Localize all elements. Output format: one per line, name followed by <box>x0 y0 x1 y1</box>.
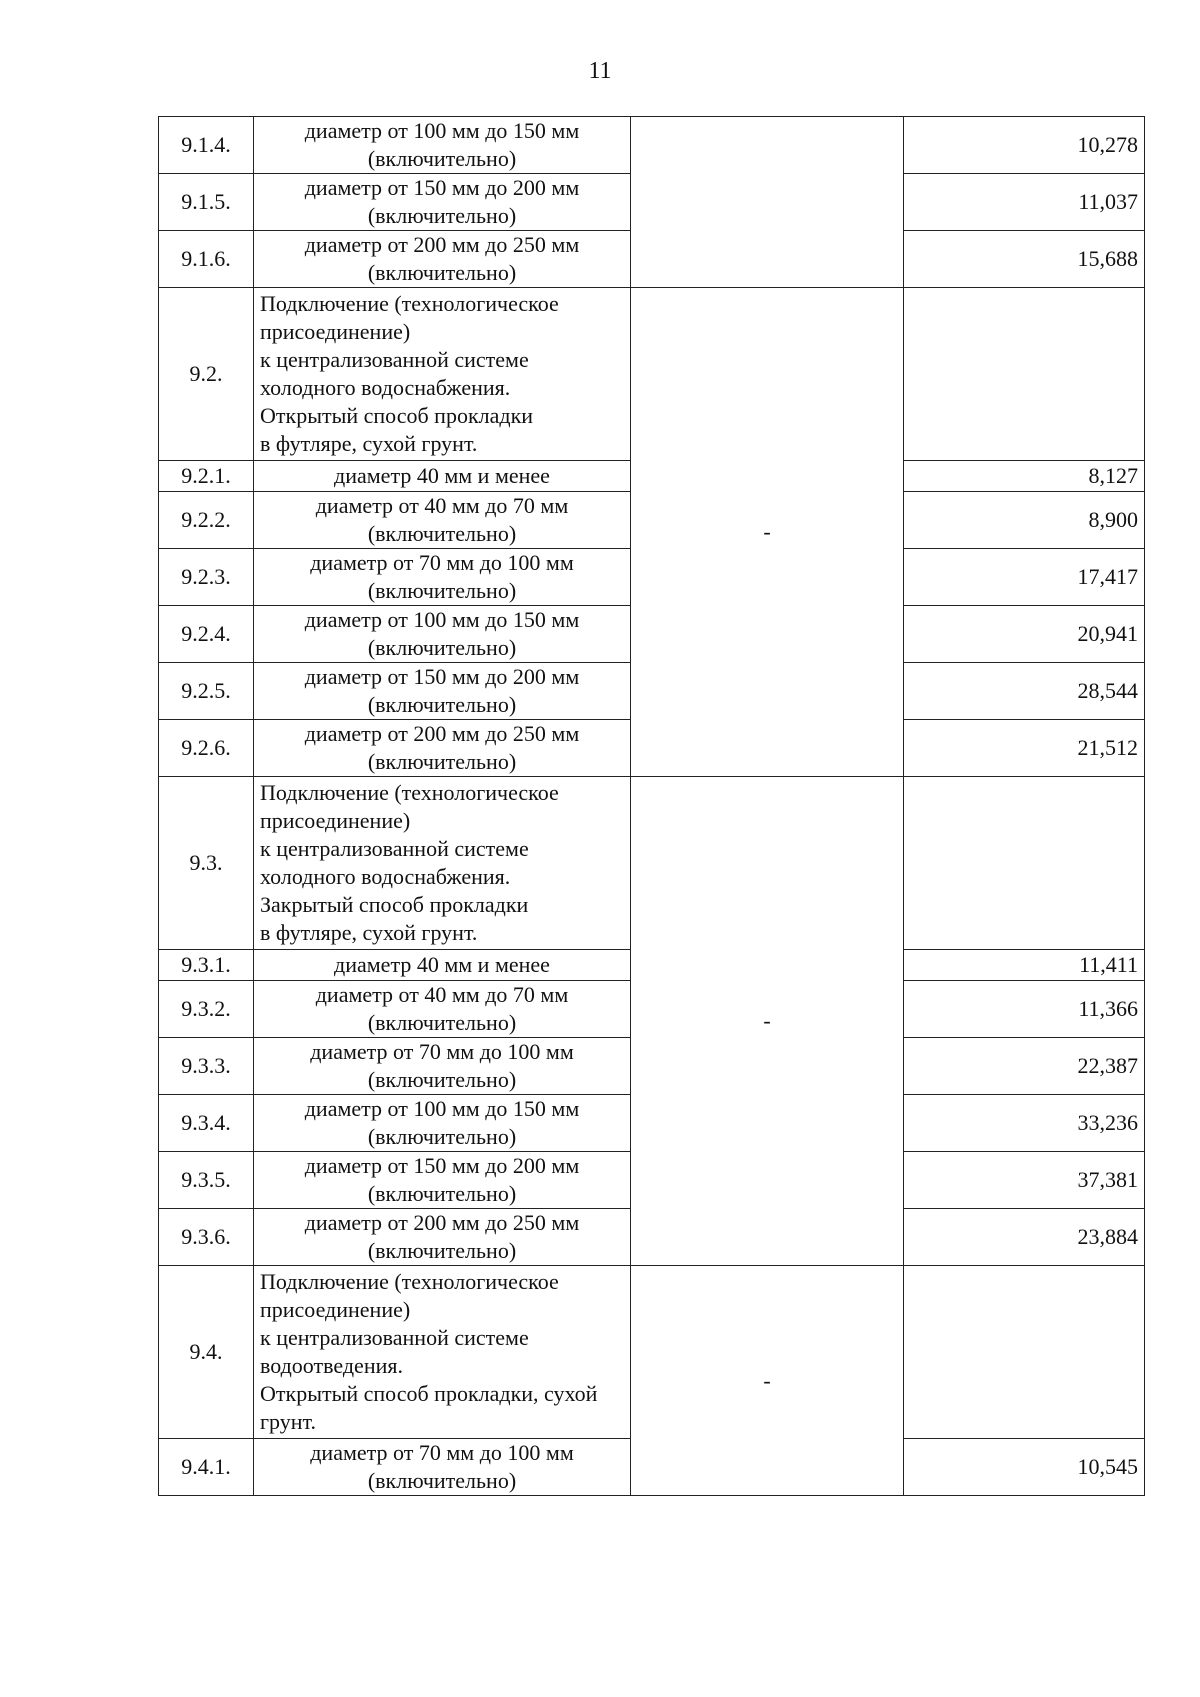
row-value: 10,278 <box>904 117 1145 174</box>
merged-unit-cell <box>631 117 904 288</box>
row-description: диаметр от 200 мм до 250 мм (включительно) <box>254 720 631 777</box>
row-description: диаметр 40 мм и менее <box>254 461 631 492</box>
row-number: 9.3.2. <box>159 981 254 1038</box>
section-heading: Подключение (технологическое присоединение) к централизованной системе холодного водоснабжения. Закрытый способ прокладки в футляре, сухой грунт. <box>254 777 631 950</box>
row-value: 8,900 <box>904 492 1145 549</box>
section-heading: Подключение (технологическое присоединение) к централизованной системе холодного водоснабжения. Открытый способ прокладки в футляре, сухой грунт. <box>254 288 631 461</box>
row-value: 37,381 <box>904 1152 1145 1209</box>
row-number: 9.3.5. <box>159 1152 254 1209</box>
row-value: 15,688 <box>904 231 1145 288</box>
row-number: 9.2.2. <box>159 492 254 549</box>
merged-unit-cell: - <box>631 1266 904 1496</box>
row-description: диаметр от 100 мм до 150 мм (включительно) <box>254 1095 631 1152</box>
row-value <box>904 288 1145 461</box>
row-value: 11,037 <box>904 174 1145 231</box>
row-number: 9.3. <box>159 777 254 950</box>
section-heading: Подключение (технологическое присоединение) к централизованной системе водоотведения. Открытый способ прокладки, сухой грунт. <box>254 1266 631 1439</box>
row-value: 11,366 <box>904 981 1145 1038</box>
row-value: 17,417 <box>904 549 1145 606</box>
page-number: 11 <box>588 58 612 84</box>
row-value: 33,236 <box>904 1095 1145 1152</box>
row-number: 9.2.5. <box>159 663 254 720</box>
row-description: диаметр от 150 мм до 200 мм (включительно) <box>254 1152 631 1209</box>
table-row <box>159 288 1145 461</box>
row-description: диаметр от 100 мм до 150 мм (включительно) <box>254 606 631 663</box>
row-value: 21,512 <box>904 720 1145 777</box>
row-description: диаметр от 200 мм до 250 мм (включительно) <box>254 1209 631 1266</box>
row-number: 9.4. <box>159 1266 254 1439</box>
row-description: диаметр от 70 мм до 100 мм (включительно) <box>254 1038 631 1095</box>
row-description: диаметр от 40 мм до 70 мм (включительно) <box>254 492 631 549</box>
tariff-table-body <box>159 117 1145 1496</box>
row-number: 9.1.5. <box>159 174 254 231</box>
row-number: 9.3.4. <box>159 1095 254 1152</box>
row-value: 28,544 <box>904 663 1145 720</box>
row-value: 8,127 <box>904 461 1145 492</box>
row-number: 9.3.3. <box>159 1038 254 1095</box>
merged-unit-cell: - <box>631 777 904 1266</box>
row-number: 9.2.3. <box>159 549 254 606</box>
row-value: 23,884 <box>904 1209 1145 1266</box>
row-value: 22,387 <box>904 1038 1145 1095</box>
row-number: 9.1.6. <box>159 231 254 288</box>
table-row <box>159 1266 1145 1439</box>
row-number: 9.2. <box>159 288 254 461</box>
row-value <box>904 777 1145 950</box>
table-row <box>159 777 1145 950</box>
row-value: 10,545 <box>904 1439 1145 1496</box>
row-number: 9.2.1. <box>159 461 254 492</box>
row-description: диаметр от 150 мм до 200 мм (включительно) <box>254 663 631 720</box>
row-value: 11,411 <box>904 950 1145 981</box>
row-description: диаметр от 100 мм до 150 мм (включительно) <box>254 117 631 174</box>
merged-unit-cell: - <box>631 288 904 777</box>
row-number: 9.4.1. <box>159 1439 254 1496</box>
row-number: 9.3.6. <box>159 1209 254 1266</box>
row-description: диаметр от 40 мм до 70 мм (включительно) <box>254 981 631 1038</box>
row-number: 9.2.4. <box>159 606 254 663</box>
row-number: 9.1.4. <box>159 117 254 174</box>
row-value: 20,941 <box>904 606 1145 663</box>
row-value <box>904 1266 1145 1439</box>
row-number: 9.3.1. <box>159 950 254 981</box>
table-row <box>159 117 1145 174</box>
row-description: диаметр от 70 мм до 100 мм (включительно) <box>254 549 631 606</box>
row-description: диаметр 40 мм и менее <box>254 950 631 981</box>
row-number: 9.2.6. <box>159 720 254 777</box>
row-description: диаметр от 70 мм до 100 мм (включительно) <box>254 1439 631 1496</box>
row-description: диаметр от 200 мм до 250 мм (включительно) <box>254 231 631 288</box>
tariff-table <box>158 116 1145 1496</box>
row-description: диаметр от 150 мм до 200 мм (включительно) <box>254 174 631 231</box>
